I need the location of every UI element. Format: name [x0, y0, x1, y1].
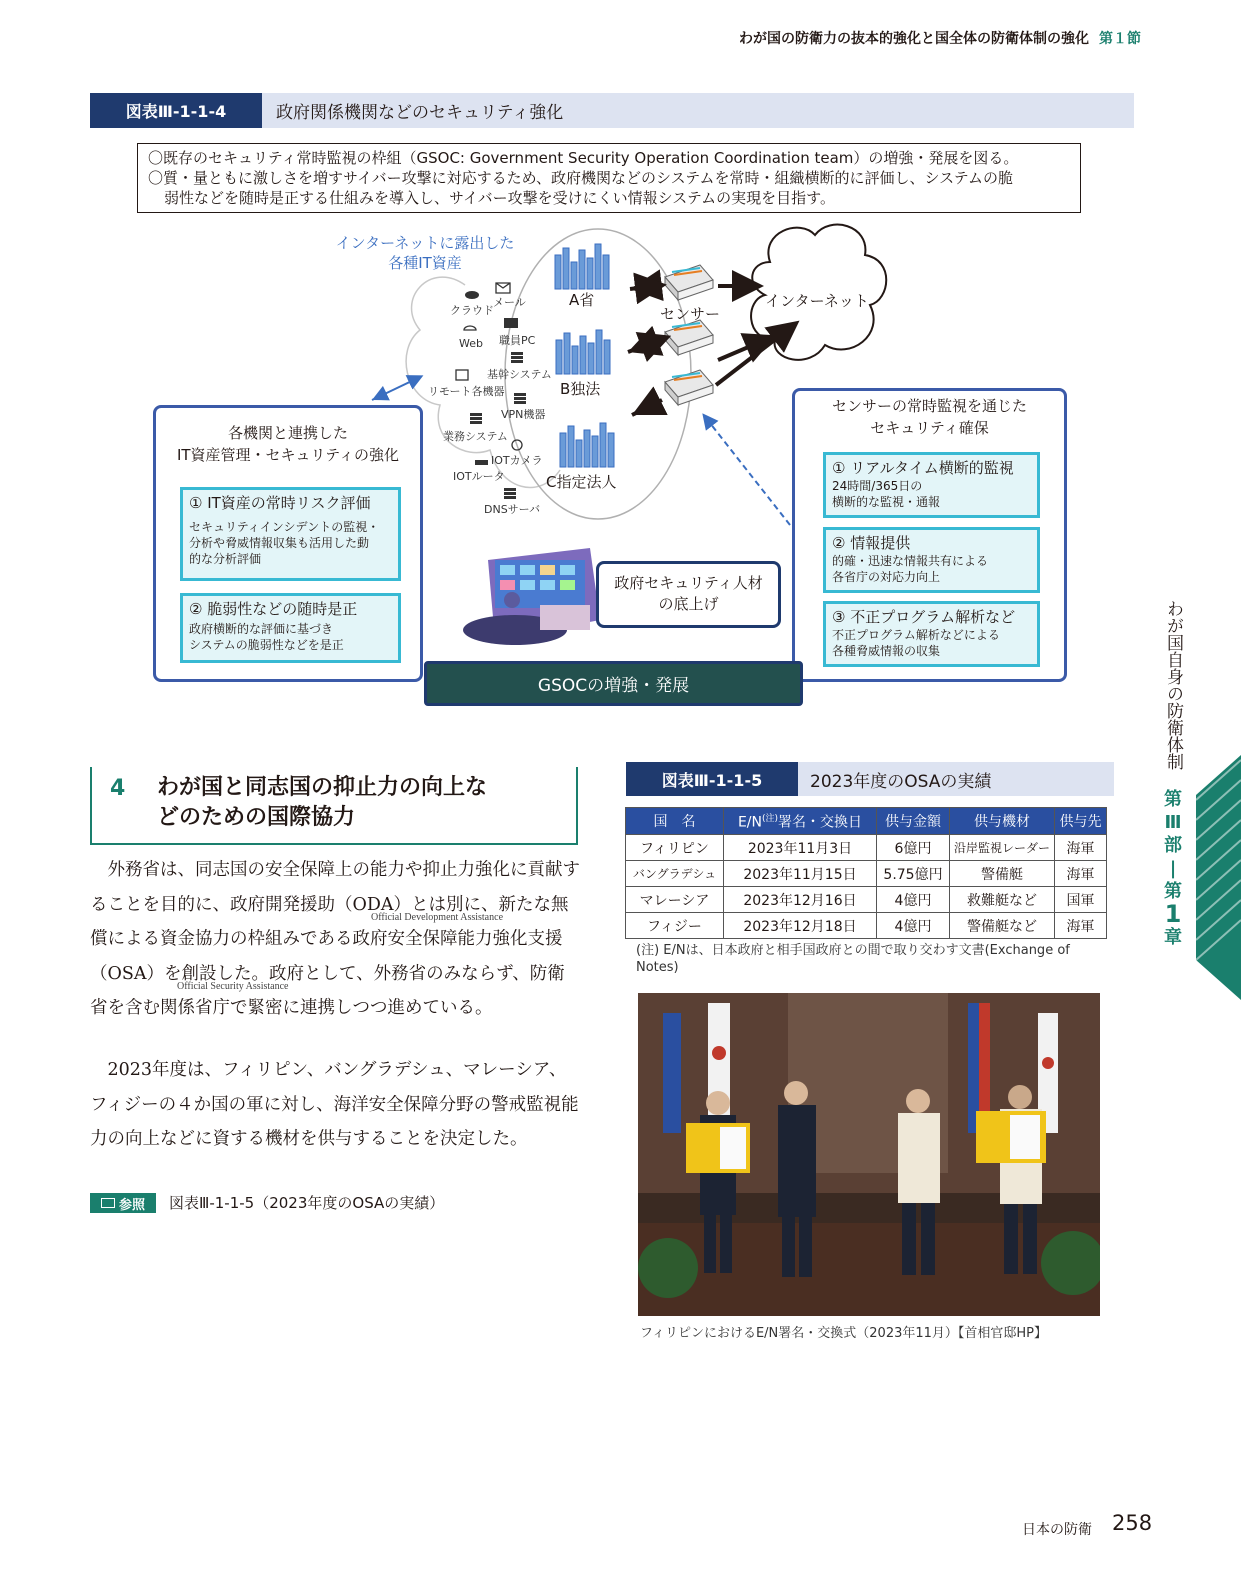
cell-amount: 6億円	[877, 835, 950, 861]
arrow-b-sensor	[628, 340, 660, 352]
figure2-title: 2023年度のOSAの実績	[798, 762, 1114, 796]
arrow-c-sensor	[632, 400, 662, 415]
cloud-label	[320, 233, 530, 273]
right-panel-title	[792, 395, 1067, 439]
side-tab-shape	[1196, 755, 1241, 1000]
side-tab-char: 章	[1164, 927, 1182, 948]
business-system-icon	[470, 413, 482, 416]
card-title: ③ 不正プログラム解析など	[832, 608, 1016, 626]
asset-label: Web	[459, 337, 483, 350]
talent-box	[596, 561, 781, 628]
talent-line: 政府セキュリティ人材	[614, 574, 763, 592]
osa-table	[625, 807, 1107, 939]
cell-amount: 4億円	[877, 913, 950, 939]
asset-label: 基幹システム	[487, 368, 552, 381]
col-header-recipient: 供与先	[1055, 808, 1107, 835]
cell-recipient: 海軍	[1055, 861, 1107, 887]
building-a-icon	[555, 244, 609, 289]
iot-router-icon	[475, 460, 488, 465]
table-row	[626, 861, 1107, 887]
right-card-info	[823, 527, 1040, 593]
card-title: ① IT資産の常時リスク評価	[189, 494, 371, 512]
cell-country: フィジー	[626, 913, 724, 939]
chapter-title: わが国の防衛力の抜本的強化と国全体の防衛体制の強化	[739, 31, 1089, 47]
side-tab-char: 第	[1164, 881, 1182, 902]
server-icon	[511, 352, 523, 355]
building-b-icon	[556, 330, 610, 374]
cell-country: マレーシア	[626, 887, 724, 913]
mail-icon	[496, 283, 510, 293]
org-label: A省	[569, 291, 595, 309]
pc-icon	[504, 318, 518, 328]
left-panel-title	[153, 422, 423, 466]
operations-room-illustration	[463, 548, 600, 645]
cloud-icon	[465, 291, 479, 299]
cell-equipment: 警備艇など	[950, 913, 1055, 939]
page-number: 258	[1112, 1511, 1153, 1535]
card-title: ① リアルタイム横断的監視	[832, 459, 1014, 477]
talent-line: の底上げ	[658, 595, 719, 613]
card-title: ② 脆弱性などの随時是正	[189, 600, 358, 618]
left-card-risk	[180, 487, 401, 581]
table-note: (注) E/Nは、日本政府と相手国政府との間で取り交わす文書(Exchange of Notes)	[636, 943, 1070, 975]
panel-title-line: センサーの常時監視を通じた	[831, 397, 1027, 415]
asset-label: IOTカメラ	[491, 454, 543, 467]
cell-equipment: 警備艇	[950, 861, 1055, 887]
panel-title-line: 各機関と連携した	[227, 424, 348, 442]
gsoc-bar: GSOCの増強・発展	[424, 661, 803, 706]
section-number: 第１節	[1099, 31, 1141, 47]
asset-label: リモート各機器	[428, 385, 505, 398]
building-c-icon	[560, 423, 614, 467]
vpn-device-icon	[514, 393, 526, 396]
asset-label: 業務システム	[443, 430, 508, 443]
col-header-date: $E/N^{(注)}$署名・交換日	[724, 808, 877, 835]
book-icon	[101, 1198, 115, 1208]
internet-label: インターネット	[765, 292, 869, 310]
arrow-sensor-internet	[718, 340, 765, 360]
side-tab-char: 1	[1164, 900, 1182, 928]
photo-caption: フィリピンにおけるE/N署名・交換式（2023年11月）【首相官邸HP】	[640, 1326, 1048, 1341]
side-tab-chapter	[1160, 788, 1186, 949]
card-desc: 的な分析評価	[189, 552, 262, 566]
arrow-a-sensor	[630, 286, 655, 289]
sensor-label: センサー	[660, 305, 721, 323]
section-title-line: どのための国際協力	[157, 805, 356, 830]
asset-label: DNSサーバ	[484, 503, 541, 516]
asset-label: クラウド	[450, 304, 494, 317]
card-desc: 24時間/365日の	[832, 479, 923, 493]
asset-label: メール	[493, 296, 526, 309]
right-card-monitoring	[823, 452, 1040, 518]
table-row	[626, 913, 1107, 939]
card-desc: 政府横断的な評価に基づき	[189, 622, 334, 636]
signing-ceremony-photo	[638, 993, 1100, 1316]
side-tab-char: 第	[1164, 789, 1182, 810]
body-paragraph-1	[90, 853, 580, 1026]
section-number: 4	[110, 776, 126, 801]
cell-country: フィリピン	[626, 835, 724, 861]
figure-label: 図表Ⅲ-1-1-4	[90, 93, 262, 128]
cloud-label-line: インターネットに露出した	[335, 234, 515, 252]
org-label: C指定法人	[546, 473, 617, 491]
cell-country: バングラデシュ	[626, 861, 724, 887]
sensor-device	[665, 370, 713, 405]
paragraph-text: 2023年度は、フィリピン、バングラデシュ、マレーシア、フィジーの４か国の軍に対し、海洋安全保障分野の警戒監視能力の向上などに資する機材を供与することを決定した。	[90, 1060, 579, 1149]
side-tab-char: |	[1169, 858, 1177, 879]
card-desc: 各種脅威情報の収集	[832, 644, 941, 658]
cell-recipient: 国軍	[1055, 887, 1107, 913]
reference-badge-label: 参照	[118, 1197, 145, 1213]
col-header-equipment: 供与機材	[950, 808, 1055, 835]
cell-date: 2023年11月15日	[724, 861, 877, 887]
side-tab-title: わが国自身の防衛体制	[1163, 600, 1183, 770]
side-tab-char: 部	[1164, 835, 1182, 856]
paragraph-text: 外務省は、同志国の安全保障上の能力や抑止力強化に貢献することを目的に、政府開発援助（ODA）とは別に、新たな無償による資金協力の枠組みである政府安全保障能力強化支援（OSA）を創設した。政府として、外務省のみならず、防衛省を含む関係省庁で緊密に連携しつつ進めている。	[90, 860, 580, 1018]
card-desc: 横断的な監視・通報	[832, 495, 941, 509]
left-card-vuln	[180, 593, 401, 663]
section-title-line: わが国と同志国の抑止力の向上な	[157, 775, 488, 800]
asset-label: VPN機器	[501, 408, 546, 421]
cell-date: 2023年12月16日	[724, 887, 877, 913]
arrow-right-panel-dashed	[706, 418, 790, 525]
card-desc: セキュリティインシデントの監視・	[189, 520, 380, 534]
dns-server-icon	[504, 488, 516, 491]
summary-line: 〇既存のセキュリティ常時監視の枠組（GSOC: Government Security Operation Coordination team）の増強・発展を図る。	[148, 149, 1019, 167]
panel-title-line: セキュリティ確保	[870, 419, 989, 437]
cell-recipient: 海軍	[1055, 913, 1107, 939]
cell-date: 2023年11月3日	[724, 835, 877, 861]
table-header-row	[626, 808, 1107, 835]
body-paragraph-2	[90, 1053, 580, 1157]
cell-equipment: 沿岸監視レーダー	[950, 835, 1055, 861]
card-desc: 各省庁の対応力向上	[832, 570, 941, 584]
ruby-osa: Official Security Assistance	[177, 981, 289, 992]
card-desc: 不正プログラム解析などによる	[832, 628, 1000, 642]
ruby-oda: Official Development Assistance	[371, 912, 504, 923]
cell-recipient: 海軍	[1055, 835, 1107, 861]
asset-label: IOTルータ	[453, 470, 505, 483]
cell-equipment: 救難艇など	[950, 887, 1055, 913]
table-row	[626, 887, 1107, 913]
footer-label: 日本の防衛	[1022, 1522, 1092, 1538]
photo-illustration	[638, 993, 1100, 1316]
arrow-left-panel	[372, 378, 418, 400]
card-desc: 的確・迅速な情報共有による	[832, 554, 989, 568]
asset-label: 職員PC	[499, 334, 536, 347]
right-card-malware	[823, 601, 1040, 667]
sensor-device	[665, 320, 713, 355]
card-desc: 分析や脅威情報収集も活用した動	[189, 536, 370, 550]
remote-device-icon	[456, 370, 468, 380]
figure2-label: 図表Ⅲ-1-1-5	[626, 762, 798, 796]
col-header-country: 国 名	[626, 808, 724, 835]
web-icon	[464, 326, 476, 330]
cell-amount: 4億円	[877, 887, 950, 913]
cloud-label-line: 各種IT資産	[388, 254, 462, 272]
panel-title-line: IT資産管理・セキュリティの強化	[176, 446, 400, 464]
cell-date: 2023年12月18日	[724, 913, 877, 939]
side-tab-char: Ⅲ	[1164, 812, 1182, 833]
org-label: B独法	[560, 380, 601, 398]
col-header-amount: 供与金額	[877, 808, 950, 835]
reference-link[interactable]: 図表Ⅲ-1-1-5（2023年度のOSAの実績）	[169, 1194, 445, 1212]
figure-title: 政府関係機関などのセキュリティ強化	[262, 93, 1134, 128]
table-row	[626, 835, 1107, 861]
summary-line: 弱性などを随時是正する仕組みを導入し、サイバー攻撃を受けにくい情報システムの実現を目指す。	[164, 189, 835, 207]
cell-amount: 5.75億円	[877, 861, 950, 887]
reference-badge	[90, 1193, 156, 1213]
section-title	[157, 773, 567, 833]
card-desc: システムの脆弱性などを是正	[189, 638, 344, 652]
sensor-device	[665, 265, 713, 300]
card-title: ② 情報提供	[832, 534, 911, 552]
summary-line: 〇質・量ともに激しさを増すサイバー攻撃に対応するため、政府機関などのシステムを常時・組織横断的に評価し、システムの脆	[148, 169, 1014, 187]
